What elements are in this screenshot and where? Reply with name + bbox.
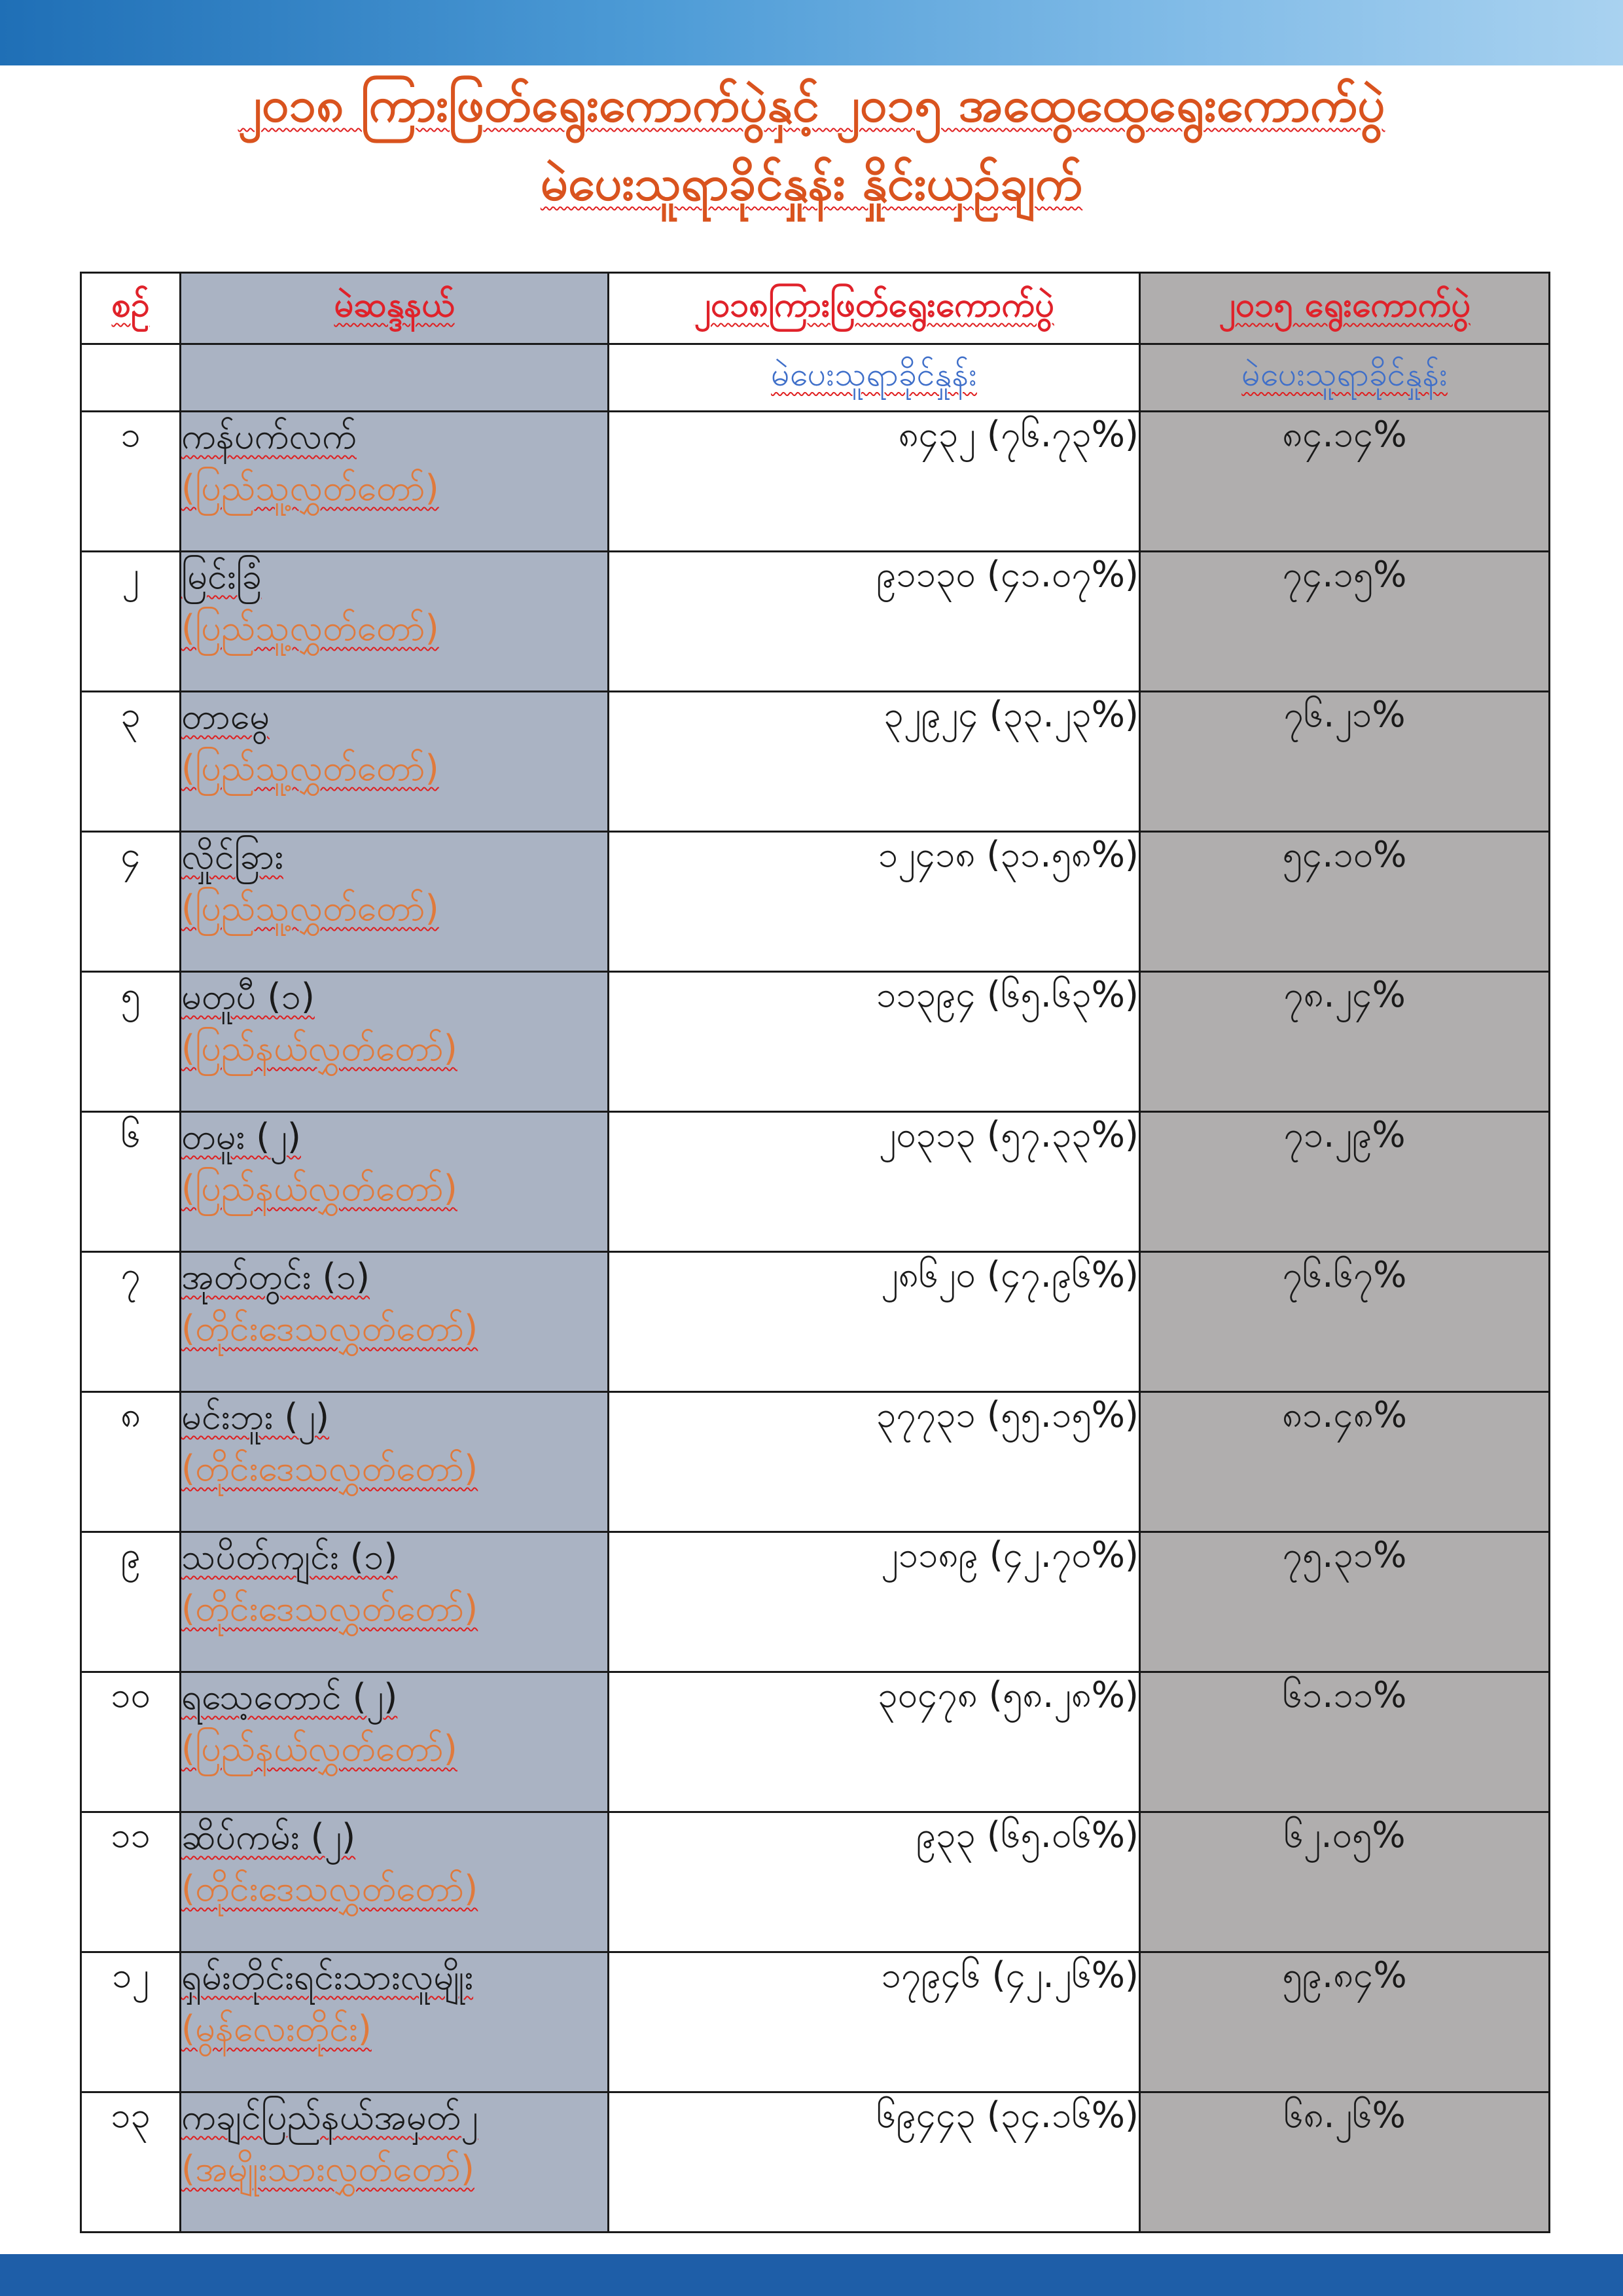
turnout-comparison-table xyxy=(80,272,1550,2233)
turnout-2015: ၇၈.၂၄% xyxy=(1140,972,1550,1112)
turnout-2018: ၂၈၆၂၀ (၄၇.၉၆%) xyxy=(609,1252,1140,1392)
turnout-2015: ၅၄.၁၀% xyxy=(1140,832,1550,972)
constituency-cell xyxy=(181,692,609,832)
turnout-2018: ၈၄၃၂ (၇၆.၇၃%) xyxy=(609,412,1140,552)
table-subheader-row xyxy=(81,344,1550,412)
table-row xyxy=(81,1392,1550,1532)
constituency-cell xyxy=(181,832,609,972)
table-row xyxy=(81,2092,1550,2233)
table-row xyxy=(81,1532,1550,1672)
table-row xyxy=(81,1252,1550,1392)
hluttaw-name: (ပြည်နယ်လွှတ်တော်) xyxy=(181,1028,457,1069)
turnout-2015: ၆၁.၁၁% xyxy=(1140,1672,1550,1812)
header-general-election-2015: ၂၀၁၅ ရွေးကောက်ပွဲ xyxy=(1140,273,1550,344)
table-row xyxy=(81,1672,1550,1812)
row-number: ၈ xyxy=(81,1392,181,1532)
hluttaw-name: (တိုင်းဒေသလွှတ်တော်) xyxy=(181,1308,478,1349)
constituency-cell xyxy=(181,1252,609,1392)
turnout-2015: ၆၂.၀၅% xyxy=(1140,1812,1550,1952)
constituency-cell xyxy=(181,1812,609,1952)
constituency-name: သပိတ်ကျင်း (၁) xyxy=(181,1536,398,1577)
hluttaw-name: (တိုင်းဒေသလွှတ်တော်) xyxy=(181,1868,478,1909)
table-row xyxy=(81,552,1550,692)
hluttaw-name: (ပြည်နယ်လွှတ်တော်) xyxy=(181,1168,457,1209)
bottom-banner-bar xyxy=(0,2254,1623,2296)
turnout-2015: ၇၆.၆၇% xyxy=(1140,1252,1550,1392)
turnout-2015: ၅၉.၈၄% xyxy=(1140,1952,1550,2092)
constituency-name: ကန်ပက်လက် xyxy=(181,416,357,457)
page-title-line2-text: မဲပေးသူရာခိုင်နှုန်း နှိုင်းယှဉ်ချက် xyxy=(540,155,1083,211)
hluttaw-name: (ပြည်သူ့လွှတ်တော်) xyxy=(181,747,439,789)
turnout-2015: ၈၁.၄၈% xyxy=(1140,1392,1550,1532)
hluttaw-name: (မွန်လေးတိုင်း) xyxy=(181,2008,372,2049)
hluttaw-name: (ပြည်သူ့လွှတ်တော်) xyxy=(181,888,439,929)
row-number: ၁၂ xyxy=(81,1952,181,2092)
constituency-name: တမူး (၂) xyxy=(181,1116,301,1157)
subheader-constituency-empty xyxy=(181,344,609,412)
row-number: ၃ xyxy=(81,692,181,832)
turnout-2015: ၆၈.၂၆% xyxy=(1140,2092,1550,2233)
turnout-2015: ၈၄.၁၄% xyxy=(1140,412,1550,552)
page-title-line1 xyxy=(0,75,1623,134)
table-row xyxy=(81,412,1550,552)
header-constituency: မဲဆန္ဒနယ် xyxy=(181,273,609,344)
row-number: ၉ xyxy=(81,1532,181,1672)
subheader-by-election-2018: မဲပေးသူရာခိုင်နှုန်း xyxy=(609,344,1140,412)
hluttaw-name: (ပြည်နယ်လွှတ်တော်) xyxy=(181,1728,457,1769)
table-row xyxy=(81,1812,1550,1952)
constituency-cell xyxy=(181,1112,609,1252)
constituency-name: ကချင်ပြည်နယ်အမှတ်၂ xyxy=(181,2096,478,2138)
constituency-name: အုတ်တွင်း (၁) xyxy=(181,1256,370,1297)
constituency-name: မတူပီ (၁) xyxy=(181,976,315,1017)
turnout-2015: ၇၆.၂၁% xyxy=(1140,692,1550,832)
turnout-2018: ၆၉၄၄၃ (၃၄.၁၆%) xyxy=(609,2092,1140,2233)
constituency-cell xyxy=(181,412,609,552)
constituency-name: တာမွေ xyxy=(181,696,270,737)
row-number: ၆ xyxy=(81,1112,181,1252)
turnout-2018: ၂၁၁၈၉ (၄၂.၇၀%) xyxy=(609,1532,1140,1672)
table-row xyxy=(81,972,1550,1112)
constituency-cell xyxy=(181,972,609,1112)
row-number: ၁၁ xyxy=(81,1812,181,1952)
constituency-cell xyxy=(181,1392,609,1532)
constituency-name: မြင်းခြံ xyxy=(181,556,262,597)
constituency-cell xyxy=(181,2092,609,2233)
row-number: ၂ xyxy=(81,552,181,692)
constituency-cell xyxy=(181,1952,609,2092)
table-row xyxy=(81,1112,1550,1252)
top-banner-bar xyxy=(0,0,1623,65)
turnout-2015: ၇၅.၃၁% xyxy=(1140,1532,1550,1672)
turnout-2015: ၇၄.၁၅% xyxy=(1140,552,1550,692)
turnout-2018: ၁၁၃၉၄ (၆၅.၆၃%) xyxy=(609,972,1140,1112)
turnout-2018: ၂၀၃၁၃ (၅၇.၃၃%) xyxy=(609,1112,1140,1252)
header-by-election-2018: ၂၀၁၈ကြားဖြတ်ရွေးကောက်ပွဲ xyxy=(609,273,1140,344)
table-row xyxy=(81,1952,1550,2092)
hluttaw-name: (တိုင်းဒေသလွှတ်တော်) xyxy=(181,1448,478,1489)
table-header-row xyxy=(81,273,1550,344)
turnout-2018: ၃၂၉၂၄ (၃၃.၂၃%) xyxy=(609,692,1140,832)
table-row xyxy=(81,692,1550,832)
subheader-general-election-2015: မဲပေးသူရာခိုင်နှုန်း xyxy=(1140,344,1550,412)
row-number: ၅ xyxy=(81,972,181,1112)
constituency-name: လှိုင်ခြား xyxy=(181,836,283,877)
constituency-cell xyxy=(181,552,609,692)
turnout-2018: ၉၁၁၃၀ (၄၁.၀၇%) xyxy=(609,552,1140,692)
constituency-name: ရသေ့တောင် (၂) xyxy=(181,1676,398,1717)
row-number: ၄ xyxy=(81,832,181,972)
table-row xyxy=(81,832,1550,972)
subheader-no-empty xyxy=(81,344,181,412)
page-title-line1-text: ၂၀၁၈ ကြားဖြတ်ရွေးကောက်ပွဲနှင့် ၂၀၁၅ အထွေထွေရွေးကောက်ပွဲ xyxy=(238,77,1385,133)
turnout-2018: ၁၂၄၁၈ (၃၁.၅၈%) xyxy=(609,832,1140,972)
hluttaw-name: (ပြည်သူ့လွှတ်တော်) xyxy=(181,467,439,509)
turnout-2018: ၉၃၃ (၆၅.၀၆%) xyxy=(609,1812,1140,1952)
hluttaw-name: (ပြည်သူ့လွှတ်တော်) xyxy=(181,607,439,649)
row-number: ၁၀ xyxy=(81,1672,181,1812)
constituency-name: မင်းဘူး (၂) xyxy=(181,1396,330,1437)
row-number: ၁ xyxy=(81,412,181,552)
hluttaw-name: (အမျိုးသားလွှတ်တော်) xyxy=(181,2148,474,2189)
constituency-name: ရှမ်းတိုင်းရင်းသားလူမျိုး xyxy=(181,1956,474,1998)
turnout-2015: ၇၁.၂၉% xyxy=(1140,1112,1550,1252)
constituency-cell xyxy=(181,1532,609,1672)
header-no: စဉ် xyxy=(81,273,181,344)
turnout-2018: ၃၇၇၃၁ (၅၅.၁၅%) xyxy=(609,1392,1140,1532)
page-title-line2 xyxy=(0,154,1623,213)
row-number: ၁၃ xyxy=(81,2092,181,2233)
constituency-name: ဆိပ်ကမ်း (၂) xyxy=(181,1816,356,1857)
row-number: ၇ xyxy=(81,1252,181,1392)
turnout-2018: ၁၇၉၄၆ (၄၂.၂၆%) xyxy=(609,1952,1140,2092)
constituency-cell xyxy=(181,1672,609,1812)
turnout-2018: ၃၀၄၇၈ (၅၈.၂၈%) xyxy=(609,1672,1140,1812)
hluttaw-name: (တိုင်းဒေသလွှတ်တော်) xyxy=(181,1588,478,1629)
